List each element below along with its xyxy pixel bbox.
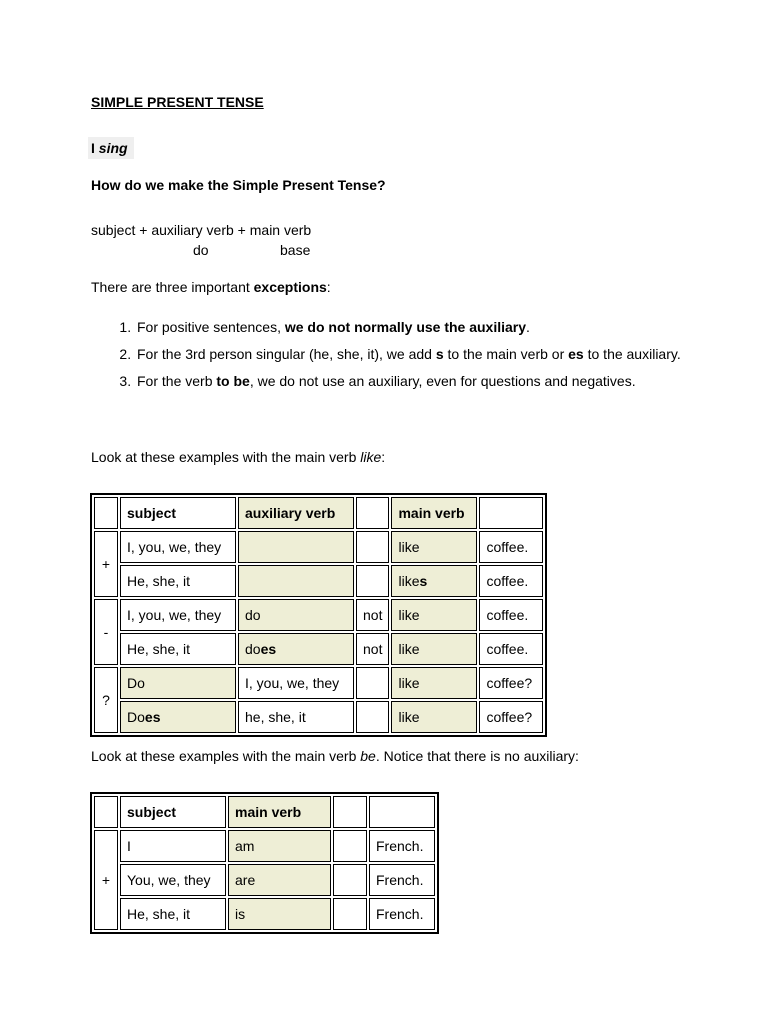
intro-text: . Notice that there is no auxiliary: xyxy=(375,748,579,764)
positive-sign: + xyxy=(94,830,118,930)
table-row xyxy=(94,599,543,631)
question-sign: ? xyxy=(94,667,118,733)
table-row xyxy=(94,830,435,862)
header-empty-cell xyxy=(479,497,543,529)
object-cell: coffee? xyxy=(479,667,543,699)
header-empty-cell xyxy=(369,796,435,828)
verb-base: like xyxy=(398,675,420,691)
object-cell: coffee. xyxy=(479,633,543,665)
table-header-row xyxy=(94,796,435,828)
exception-item xyxy=(135,341,735,368)
table-row xyxy=(94,531,543,563)
exception-text: , we do not use an auxiliary, even for questions and negatives. xyxy=(249,373,636,389)
auxiliary-ending: es xyxy=(144,709,161,725)
exception-item xyxy=(135,368,735,395)
verb-base: like xyxy=(398,539,420,555)
exception-text: to the auxiliary. xyxy=(583,346,681,362)
complement-cell: French. xyxy=(369,898,435,930)
header-subject: subject xyxy=(120,497,236,529)
exception-text: . xyxy=(526,319,530,335)
header-subject: subject xyxy=(120,796,226,828)
table-row xyxy=(94,565,543,597)
object-cell: coffee? xyxy=(479,701,543,733)
header-main-verb: main verb xyxy=(391,497,477,529)
intro-verb: be xyxy=(360,748,376,764)
main-verb-cell xyxy=(391,531,477,563)
auxiliary-cell: do xyxy=(238,599,354,631)
exception-text: For the 3rd person singular (he, she, it), we add xyxy=(137,346,436,362)
table-corner-cell xyxy=(94,497,118,529)
verb-base: like xyxy=(398,573,420,589)
exception-item xyxy=(135,314,735,341)
subject-cell: I, you, we, they xyxy=(120,599,236,631)
verb-base: like xyxy=(398,709,420,725)
like-examples-table xyxy=(90,493,547,737)
exceptions-intro-colon: : xyxy=(326,279,331,295)
exception-bold: es xyxy=(568,346,584,362)
verb-base: like xyxy=(398,607,420,623)
formula-structure: subject + auxiliary verb + main verb xyxy=(91,222,312,238)
main-verb-cell: are xyxy=(228,864,331,896)
table-row xyxy=(94,701,543,733)
exceptions-intro-text: There are three important xyxy=(91,279,254,295)
verb-ending: s xyxy=(419,573,428,589)
empty-cell xyxy=(333,830,367,862)
main-verb-cell xyxy=(391,565,477,597)
verb-base: like xyxy=(398,641,420,657)
object-cell: coffee. xyxy=(479,565,543,597)
exceptions-intro xyxy=(91,279,331,295)
intro-verb: like xyxy=(360,449,382,465)
formula-aux: do xyxy=(193,242,209,258)
main-verb-cell xyxy=(391,667,477,699)
table-header-row xyxy=(94,497,543,529)
exception-text: For positive sentences, xyxy=(137,319,285,335)
subject-cell: I, you, we, they xyxy=(238,667,354,699)
subject-cell: He, she, it xyxy=(120,565,236,597)
header-empty-cell xyxy=(333,796,367,828)
negation-cell: not xyxy=(356,633,389,665)
auxiliary-ending: es xyxy=(260,641,277,657)
subject-cell: I, you, we, they xyxy=(120,531,236,563)
auxiliary-cell xyxy=(238,531,354,563)
intro-text: : xyxy=(381,449,386,465)
auxiliary-cell xyxy=(238,633,354,665)
negation-cell xyxy=(356,565,389,597)
complement-cell: French. xyxy=(369,864,435,896)
exception-bold: we do not normally use the auxiliary xyxy=(284,319,527,335)
example-pronoun: I xyxy=(91,140,95,156)
negation-cell xyxy=(356,667,389,699)
object-cell: coffee. xyxy=(479,599,543,631)
empty-cell xyxy=(333,864,367,896)
main-verb-cell xyxy=(391,599,477,631)
example-verb: sing xyxy=(98,140,128,156)
examples-like-intro xyxy=(91,449,385,465)
intro-text: Look at these examples with the main verb xyxy=(91,449,361,465)
auxiliary-base: Do xyxy=(127,709,145,725)
header-main-verb: main verb xyxy=(228,796,331,828)
main-verb-cell xyxy=(391,633,477,665)
main-verb-cell: am xyxy=(228,830,331,862)
exceptions-list xyxy=(113,314,735,395)
negation-cell xyxy=(356,701,389,733)
table-corner-cell xyxy=(94,796,118,828)
exceptions-intro-bold: exceptions xyxy=(253,279,327,295)
example-sentence xyxy=(91,140,128,156)
subject-cell: You, we, they xyxy=(120,864,226,896)
main-verb-cell xyxy=(391,701,477,733)
subject-cell: He, she, it xyxy=(120,633,236,665)
exception-bold: s xyxy=(435,346,444,362)
negation-cell: not xyxy=(356,599,389,631)
auxiliary-cell xyxy=(238,565,354,597)
negation-cell xyxy=(356,531,389,563)
subject-cell: he, she, it xyxy=(238,701,354,733)
positive-sign: + xyxy=(94,531,118,597)
intro-text: Look at these examples with the main verb xyxy=(91,748,361,764)
empty-cell xyxy=(333,898,367,930)
auxiliary-base: do xyxy=(245,641,261,657)
be-examples-table xyxy=(90,792,439,934)
subject-cell: I xyxy=(120,830,226,862)
object-cell: coffee. xyxy=(479,531,543,563)
exception-bold: to be xyxy=(216,373,250,389)
complement-cell: French. xyxy=(369,830,435,862)
page-title: SIMPLE PRESENT TENSE xyxy=(91,94,264,110)
subject-cell: He, she, it xyxy=(120,898,226,930)
auxiliary-cell: Do xyxy=(120,667,236,699)
examples-be-intro xyxy=(91,748,579,764)
exception-text: to the main verb or xyxy=(443,346,569,362)
table-row xyxy=(94,633,543,665)
header-empty-cell xyxy=(356,497,389,529)
table-row xyxy=(94,667,543,699)
exception-text: For the verb xyxy=(137,373,217,389)
table-row xyxy=(94,898,435,930)
formula-main: base xyxy=(280,242,311,258)
header-auxiliary-verb: auxiliary verb xyxy=(238,497,354,529)
negative-sign: - xyxy=(94,599,118,665)
auxiliary-cell xyxy=(120,701,236,733)
table-row xyxy=(94,864,435,896)
main-verb-cell: is xyxy=(228,898,331,930)
section-question: How do we make the Simple Present Tense? xyxy=(91,177,386,193)
